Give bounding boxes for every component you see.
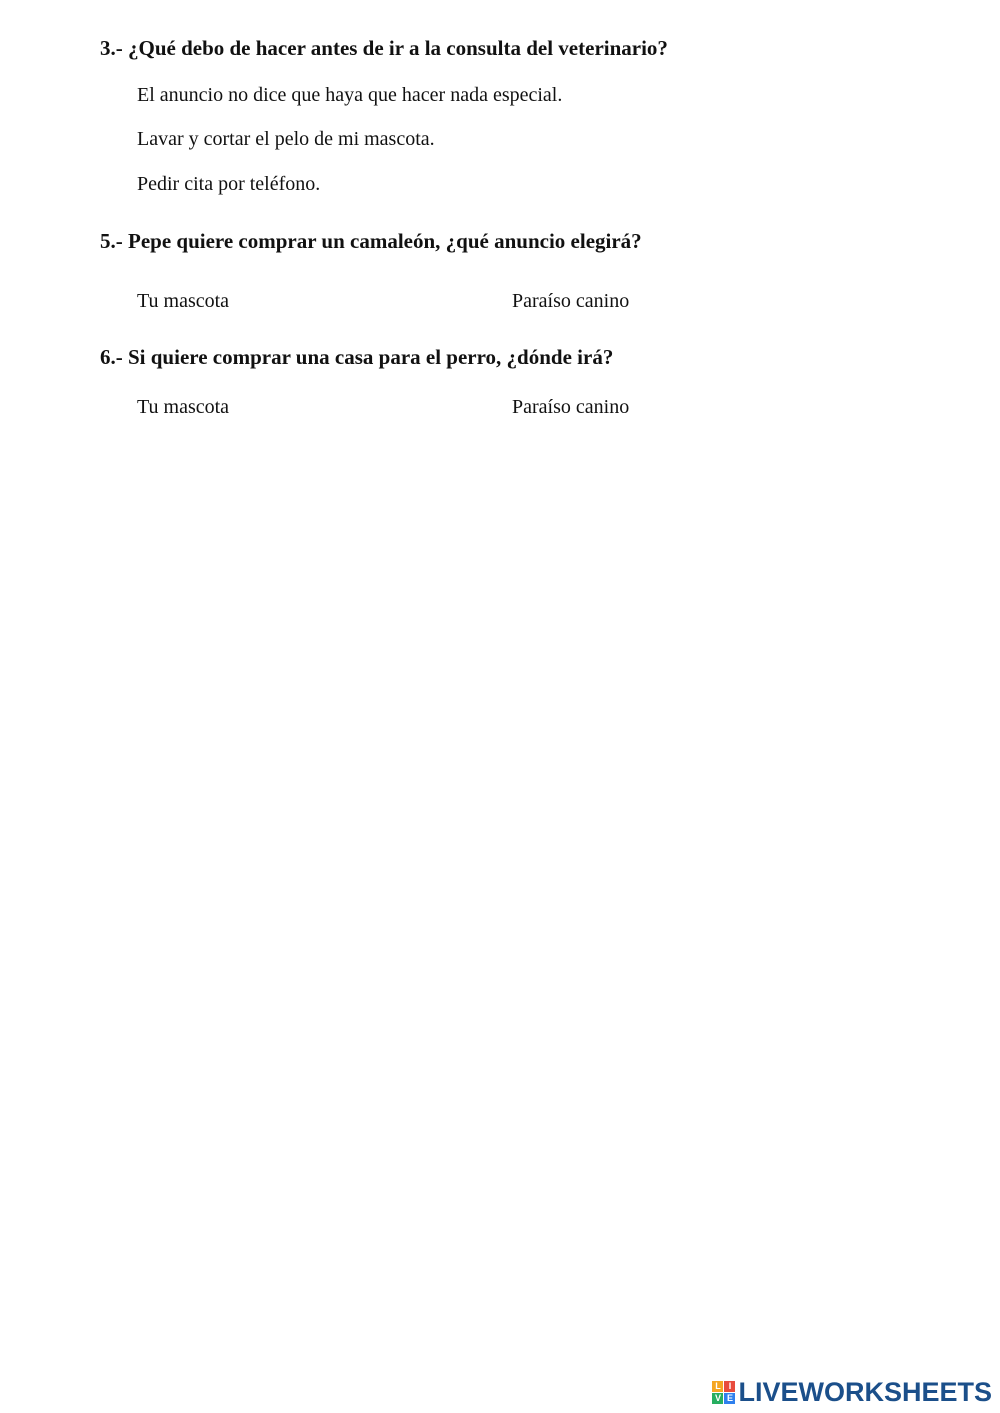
question-3-option-2[interactable]: Lavar y cortar el pelo de mi mascota. <box>137 128 435 150</box>
logo-text: LIVEWORKSHEETS <box>738 1377 992 1407</box>
logo-letter-i: I <box>724 1381 735 1392</box>
question-6-text: 6.- Si quiere comprar una casa para el perro, ¿dónde irá? <box>100 345 614 369</box>
logo-letter-e: E <box>724 1393 735 1404</box>
question-5-option-1[interactable]: Tu mascota <box>137 290 230 312</box>
liveworksheets-logo <box>712 1377 992 1407</box>
question-6-option-1[interactable]: Tu mascota <box>137 396 230 418</box>
question-5-text: 5.- Pepe quiere comprar un camaleón, ¿qué anuncio elegirá? <box>100 229 642 253</box>
logo-mark-icon <box>712 1381 735 1404</box>
question-3-option-1[interactable]: El anuncio no dice que haya que hacer nada especial. <box>137 84 563 106</box>
question-3-text: 3.- ¿Qué debo de hacer antes de ir a la consulta del veterinario? <box>100 36 668 60</box>
question-5-option-2[interactable]: Paraíso canino <box>512 290 630 312</box>
logo-letter-v: V <box>712 1393 723 1404</box>
question-6-option-2[interactable]: Paraíso canino <box>512 396 630 418</box>
logo-letter-l: L <box>712 1381 723 1392</box>
question-3-option-3[interactable]: Pedir cita por teléfono. <box>137 173 321 195</box>
